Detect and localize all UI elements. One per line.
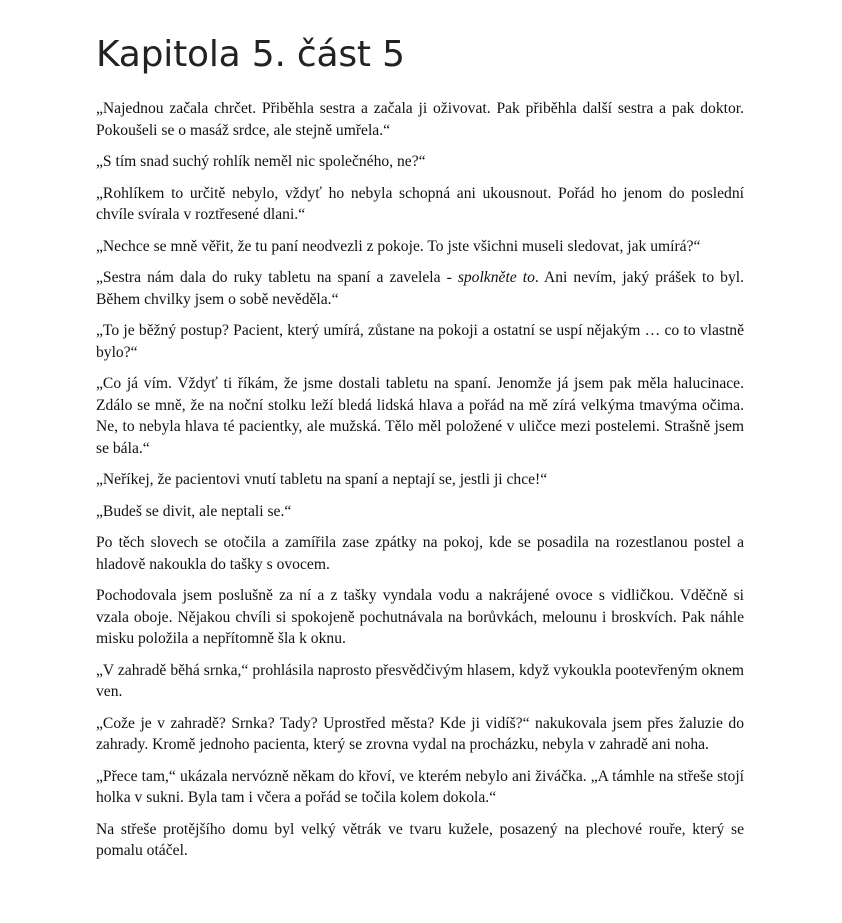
paragraph-10: Po těch slovech se otočila a zamířila zase zpátky na pokoj, kde se posadila na rozestlanou postel a hladově nakoukla do tašky s ovocem.	[96, 534, 744, 573]
paragraph-1: „Najednou začala chrčet. Přiběhla sestra a začala ji oživovat. Pak přiběhla další sestra a pak doktor. Pokoušeli se o masáž srdce, ale stejně umřela.“	[96, 100, 744, 139]
paragraph-5-italic-phrase: spolkněte to	[457, 269, 535, 286]
paragraph-13: „Cože je v zahradě? Srnka? Tady? Uprostřed města? Kde ji vidíš?“ nakukovala jsem přes žaluzie do zahrady. Kromě jednoho pacienta, který se zrovna vydal na procházku, nebyla v zahradě ani noha.	[96, 714, 744, 753]
paragraph-4: „Nechce se mně věřit, že tu paní neodvezli z pokoje. To jste všichni museli sledovat, jak umírá?“	[96, 237, 701, 255]
paragraph-6: „To je běžný postup? Pacient, který umírá, zůstane na pokoji a ostatní se uspí nějakým … co to vlastně bylo?“	[96, 322, 744, 361]
paragraph-8: „Neříkej, že pacientovi vnutí tabletu na spaní a neptají se, jestli ji chce!“	[96, 471, 548, 488]
paragraph-2: „S tím snad suchý rohlík neměl nic společného, ne?“	[96, 153, 426, 170]
paragraph-5	[96, 267, 744, 310]
paragraph-7: „Co já vím. Vždyť ti říkám, že jsme dostali tabletu na spaní. Jenomže já jsem pak měla halucinace. Zdálo se mně, že na noční stolku leží bledá lidská hlava a pořád na mě zírá velkýma tmavýma očima. Ne, to nebyla hlava té pacientky, ale mužská. Tělo měl položené v uličce mezi postelemi. Strašně jsem se bála.“	[96, 375, 744, 457]
paragraph-12: „V zahradě běhá srnka,“ prohlásila naprosto přesvědčivým hlasem, když vykoukla pootevřeným oknem ven.	[96, 661, 744, 700]
document-page	[96, 30, 744, 872]
chapter-title: Kapitola 5. část 5	[96, 34, 405, 75]
paragraph-11: Pochodovala jsem poslušně za ní a z tašky vyndala vodu a nakrájené ovoce s vidličkou. Vděčně si vzala oboje. Nějakou chvíli si spokojeně pochutnávala na borůvkách, melounu i broskvích. Pak náhle misku položila a nepřítomně šla k oknu.	[96, 587, 744, 647]
paragraph-5-text-after: . Ani nevím, jaký prášek to byl. Během chvilky jsem o sobě nevěděla.“	[96, 269, 744, 308]
paragraph-9: „Budeš se divit, ale neptali se.“	[96, 502, 292, 520]
paragraph-3: „Rohlíkem to určitě nebylo, vždyť ho nebyla schopná ani ukousnout. Pořád ho jenom do poslední chvíle svírala v roztřesené dlani.“	[96, 184, 744, 223]
paragraph-5-text-before: „Sestra nám dala do ruky tabletu na spaní a zavelela -	[96, 269, 458, 286]
paragraph-14: „Přece tam,“ ukázala nervózně někam do křoví, ve kterém nebylo ani živáčka. „A támhle na střeše stojí holka v sukni. Byla tam i včera a pořád se točila kolem dokola.“	[96, 767, 744, 806]
paragraph-15: Na střeše protějšího domu byl velký větrák ve tvaru kužele, posazený na plechové rouře, který se pomalu otáčel.	[96, 820, 744, 859]
